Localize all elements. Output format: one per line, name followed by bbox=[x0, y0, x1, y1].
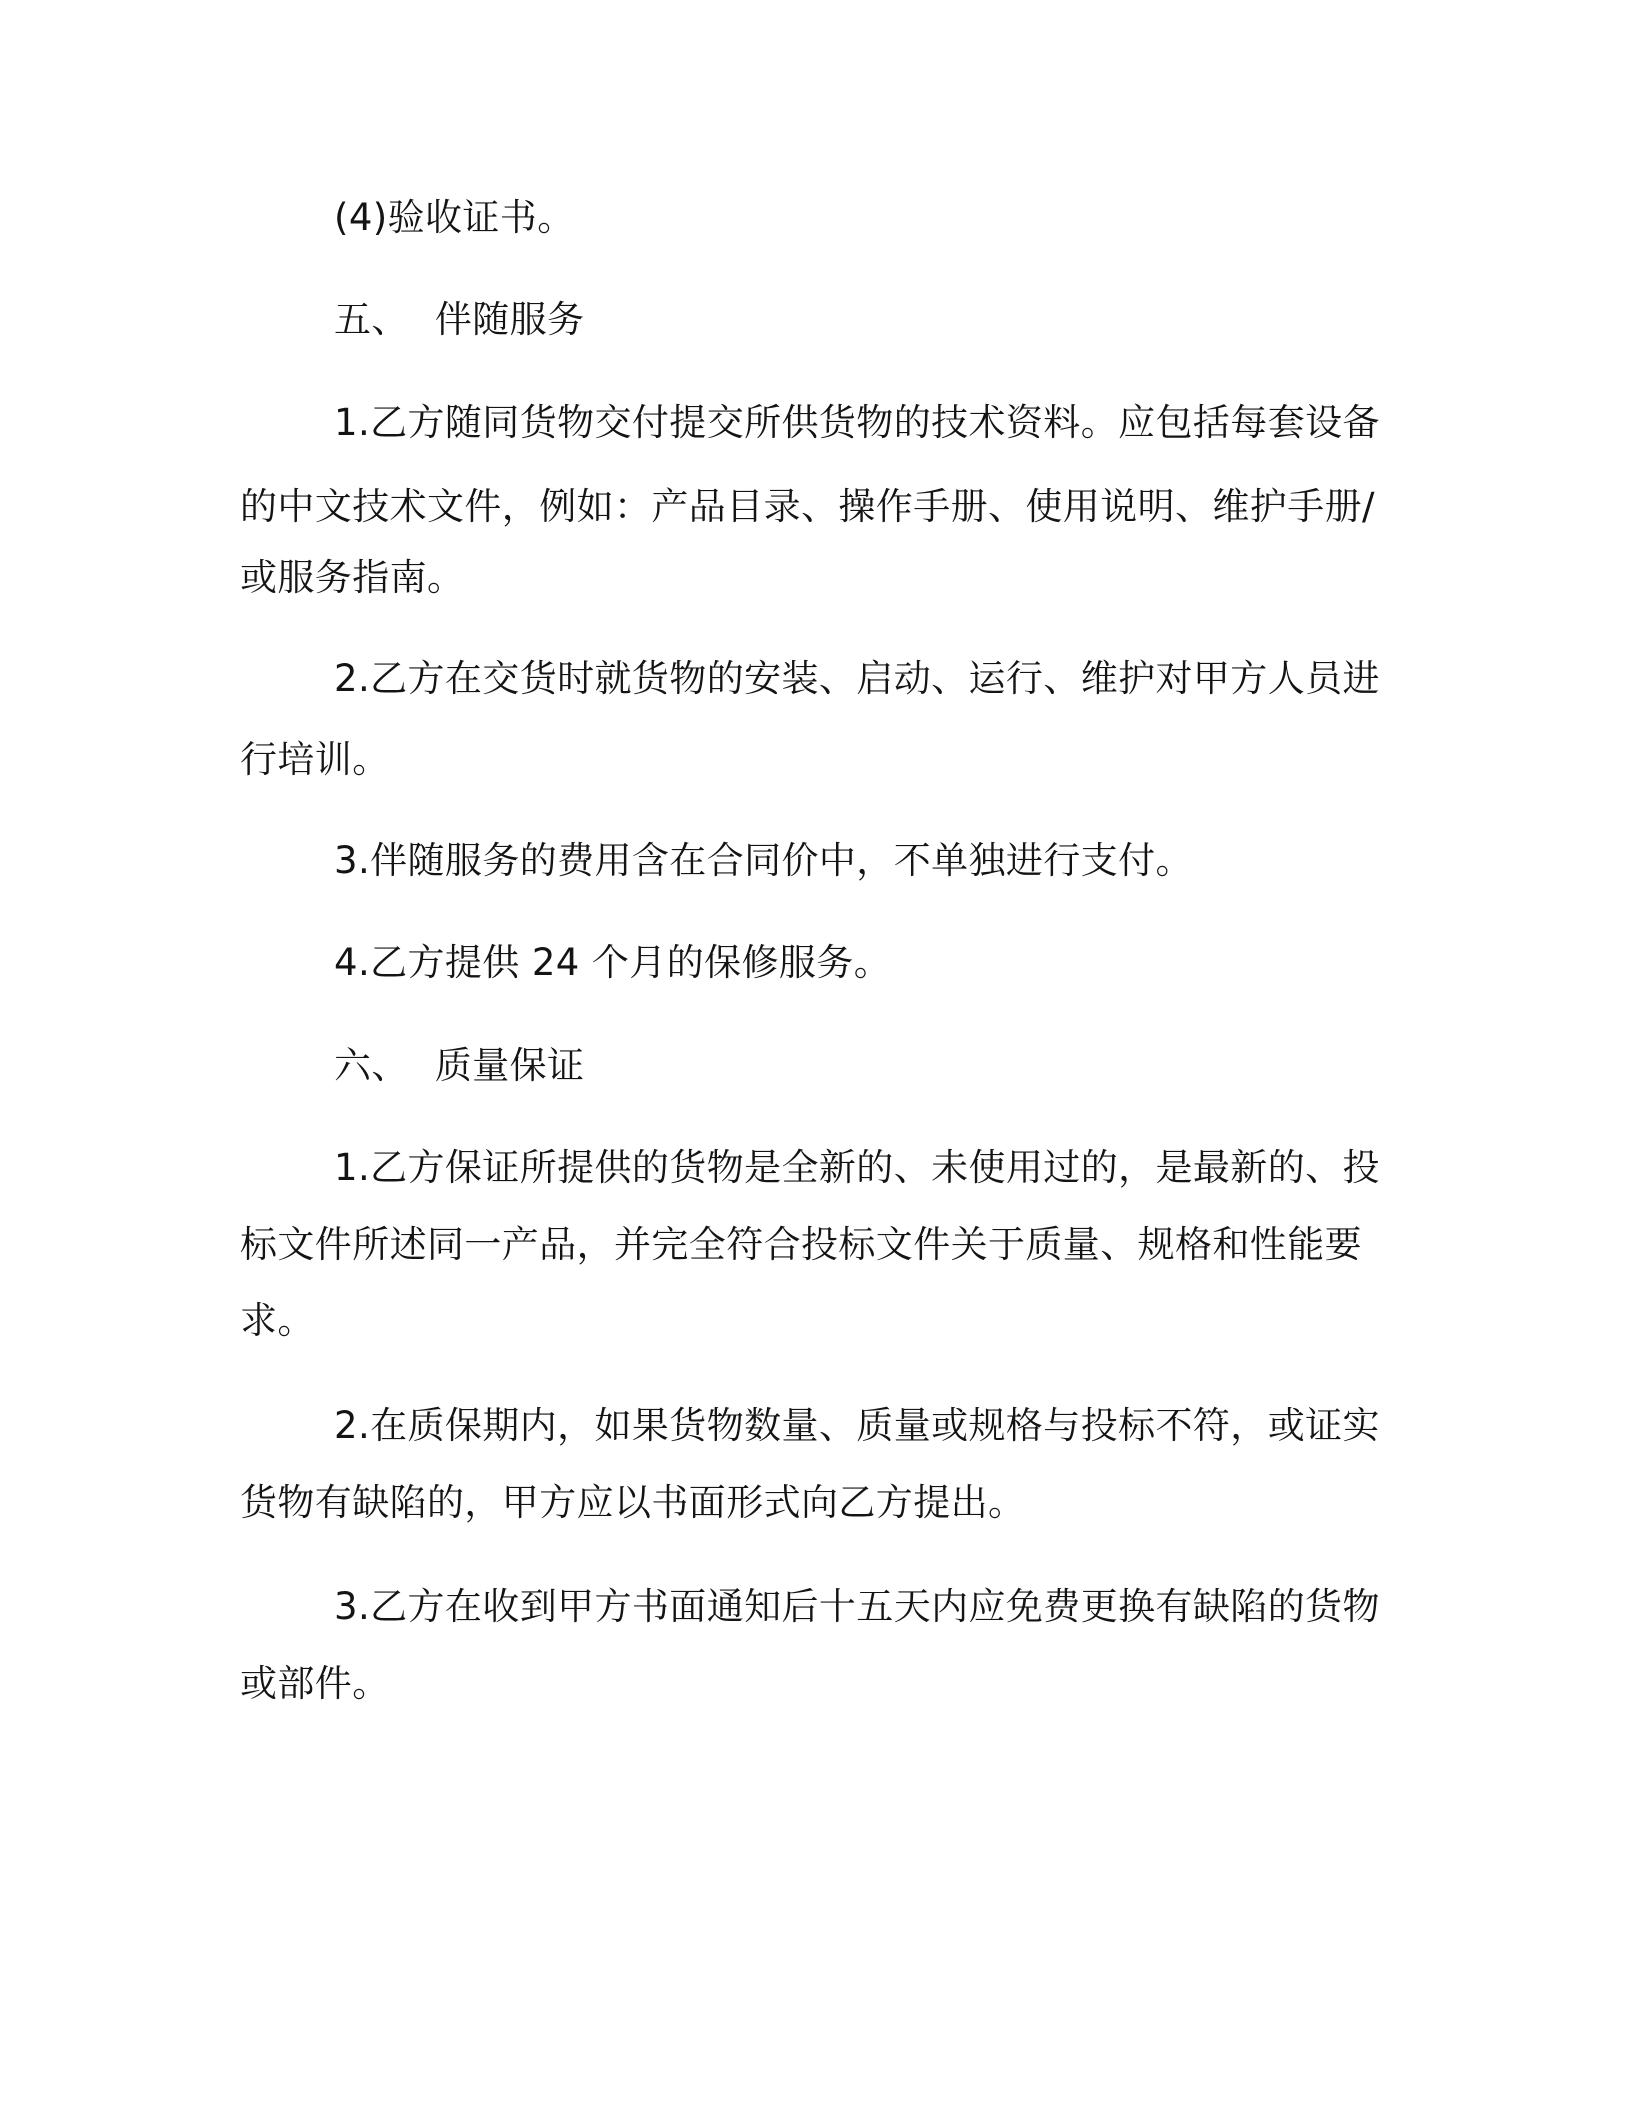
section-6-clause-3-line-1: 3.乙方在收到甲方书面通知后十五天内应免费更换有缺陷的货物 bbox=[334, 1585, 1380, 1628]
section-5-title: 伴随服务 bbox=[434, 298, 585, 341]
section-6-number: 六、 bbox=[334, 1044, 409, 1087]
section-6-clause-3-line-2: 或部件。 bbox=[240, 1662, 390, 1705]
section-5-number: 五、 bbox=[334, 298, 409, 341]
section-6-clause-2-line-2: 货物有缺陷的，甲方应以书面形式向乙方提出。 bbox=[240, 1481, 1026, 1524]
section-5-clause-1-line-1: 1.乙方随同货物交付提交所供货物的技术资料。应包括每套设备 bbox=[334, 401, 1380, 444]
section-5-clause-1-line-3: 或服务指南。 bbox=[240, 556, 465, 599]
section-6-title: 质量保证 bbox=[434, 1044, 585, 1087]
section-5-heading bbox=[334, 297, 1390, 343]
section-5-clause-3: 3.伴随服务的费用含在合同价中，不单独进行支付。 bbox=[334, 839, 1193, 882]
section-6-clause-2-line-1: 2.在质保期内，如果货物数量、质量或规格与投标不符，或证实 bbox=[334, 1404, 1380, 1447]
section-5-clause-4: 4.乙方提供 24 个月的保修服务。 bbox=[334, 941, 892, 984]
section-5-clause-2-line-2: 行培训。 bbox=[240, 738, 390, 781]
section-6-heading bbox=[334, 1043, 1390, 1089]
section-6-clause-1-line-3: 求。 bbox=[240, 1299, 315, 1342]
item-acceptance-certificate: (4)验收证书。 bbox=[334, 196, 575, 239]
section-6-clause-1-line-2: 标文件所述同一产品，并完全符合投标文件关于质量、规格和性能要 bbox=[240, 1223, 1362, 1266]
section-5-clause-2-line-1: 2.乙方在交货时就货物的安装、启动、运行、维护对甲方人员进 bbox=[334, 657, 1380, 700]
section-6-clause-1-line-1: 1.乙方保证所提供的货物是全新的、未使用过的，是最新的、投 bbox=[334, 1146, 1380, 1189]
section-5-clause-1-line-2: 的中文技术文件，例如：产品目录、操作手册、使用说明、维护手册/ bbox=[240, 485, 1375, 528]
